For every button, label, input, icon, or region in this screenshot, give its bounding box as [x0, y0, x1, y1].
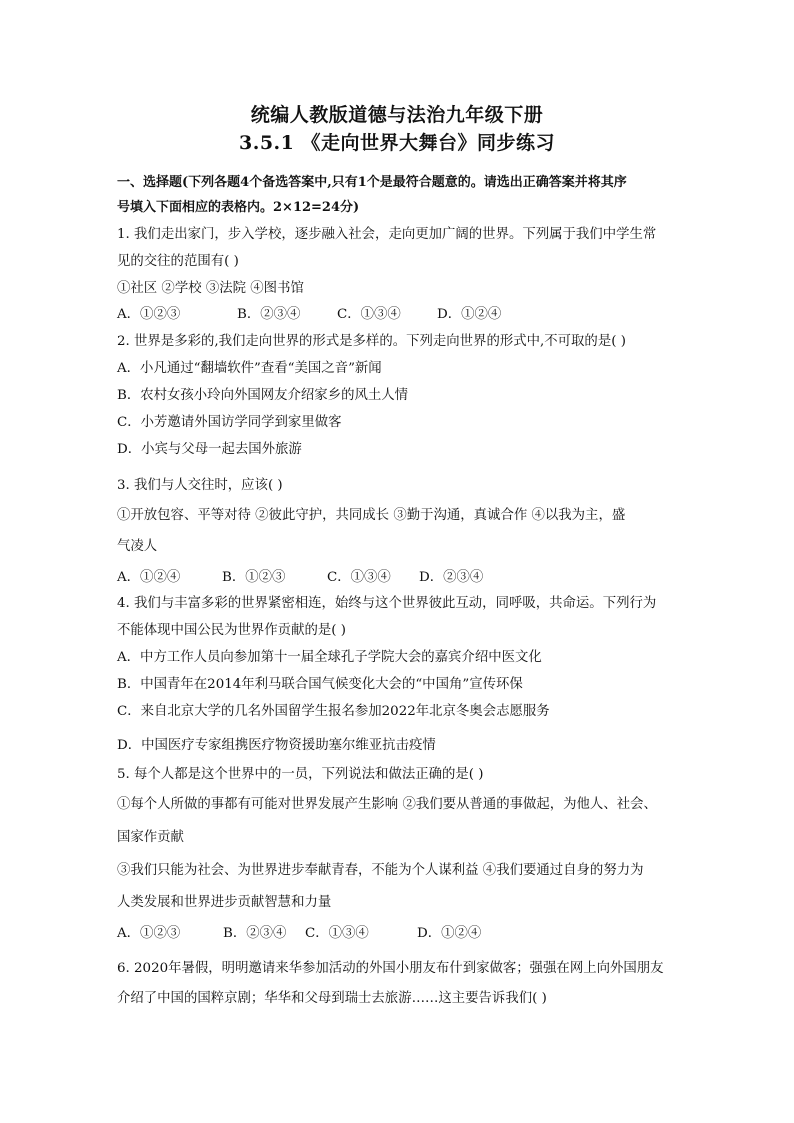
question-2-option-a: A．小凡通过“翻墙软件”查看“美国之音”新闻	[117, 361, 382, 376]
question-2-option-d: D．小宾与父母一起去国外旅游	[117, 442, 302, 457]
question-3-statements-cont: 气凌人	[117, 539, 158, 554]
document-subtitle: 3.5.1 《走向世界大舞台》同步练习	[238, 132, 555, 154]
option-d: D．②③④	[419, 570, 484, 585]
question-2-stem: 2. 世界是多彩的,我们走向世界的形式是多样的。下列走向世界的形式中,不可取的是( )	[117, 334, 626, 349]
question-2-option-b: B．农村女孩小玲向外国网友介绍家乡的风土人情	[117, 388, 409, 403]
option-d: D．①②④	[437, 307, 502, 322]
question-5-statements-4: 人类发展和世界进步贡献智慧和力量	[117, 895, 332, 910]
option-b: B．②③④	[237, 307, 301, 322]
question-4-option-d: D．中国医疗专家组携医疗物资援助塞尔维亚抗击疫情	[117, 738, 436, 753]
question-4-option-b: B．中国青年在2014年利马联合国气候变化大会的“中国角”宣传环保	[117, 677, 523, 692]
question-3-stem: 3. 我们与人交往时，应该( )	[117, 478, 283, 493]
document-title: 统编人教版道德与法治九年级下册	[250, 104, 544, 126]
question-6-stem: 6. 2020年暑假，明明邀请来华参加活动的外国小朋友布什到家做客；强强在网上向外国朋友	[117, 961, 664, 976]
question-1-stem-cont: 见的交往的范围有( )	[117, 254, 239, 269]
option-d: D．①②④	[417, 926, 482, 941]
question-3-options	[117, 571, 483, 584]
question-6-stem-cont: 介绍了中国的国粹京剧；华华和父母到瑞士去旅游……这主要告诉我们( )	[117, 991, 547, 1006]
question-4-option-a: A．中方工作人员向参加第十一届全球孔子学院大会的嘉宾介绍中医文化	[117, 650, 542, 665]
question-5-statements-3: ③我们只能为社会、为世界进步奉献青春，不能为个人谋利益 ④我们要通过自身的努力为	[117, 863, 644, 878]
option-b: B．②③④	[223, 926, 287, 941]
option-a: A．①②③	[117, 307, 181, 322]
option-a: A．①②③	[117, 926, 181, 941]
section-heading-cont: 号填入下面相应的表格内。2×12=24分)	[117, 200, 360, 215]
question-4-option-c: C．来自北京大学的几名外国留学生报名参加2022年北京冬奥会志愿服务	[117, 704, 550, 719]
question-5-statements-2: 国家作贡献	[117, 830, 184, 845]
question-2-option-c: C．小芳邀请外国访学同学到家里做客	[117, 415, 342, 430]
option-c: C．①③④	[305, 926, 369, 941]
option-c: C．①③④	[327, 570, 391, 585]
option-b: B．①②③	[222, 570, 286, 585]
question-4-stem: 4. 我们与丰富多彩的世界紧密相连，始终与这个世界彼此互动，同呼吸，共命运。下列行为	[117, 596, 657, 611]
question-1-stem: 1. 我们走出家门，步入学校，逐步融入社会，走向更加广阔的世界。下列属于我们中学生常	[117, 227, 657, 242]
question-5-stem: 5. 每个人都是这个世界中的一员，下列说法和做法正确的是( )	[117, 767, 484, 782]
question-5-statements-1: ①每个人所做的事都有可能对世界发展产生影响 ②我们要从普通的事做起，为他人、社会、	[117, 797, 657, 812]
option-c: C．①③④	[337, 307, 401, 322]
question-1-options	[117, 308, 501, 321]
question-4-stem-cont: 不能体现中国公民为世界作贡献的是( )	[117, 623, 346, 638]
question-5-options	[117, 927, 481, 940]
question-1-statements: ①社区 ②学校 ③法院 ④图书馆	[117, 281, 304, 296]
option-a: A．①②④	[117, 570, 181, 585]
section-heading: 一、选择题(下列各题4个备选答案中,只有1个是最符合题意的。请选出正确答案并将其序	[117, 175, 627, 190]
question-3-statements: ①开放包容、平等对待 ②彼此守护，共同成长 ③勤于沟通，真诚合作 ④以我为主，盛	[117, 508, 626, 523]
